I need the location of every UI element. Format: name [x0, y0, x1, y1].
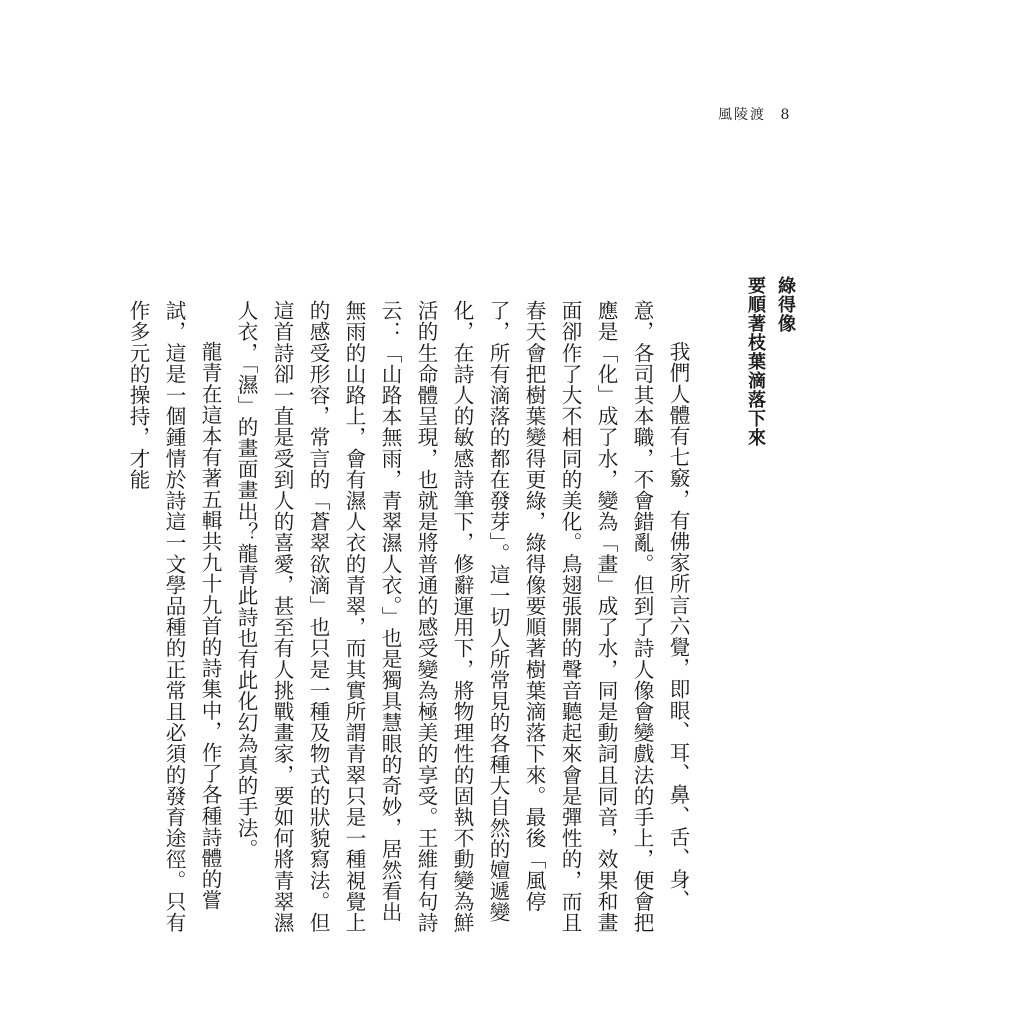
page-header — [718, 104, 791, 124]
section-title-line-1: 綠得像 — [775, 276, 796, 333]
paragraph-2: 龍青在這本有著五輯共九十九首的詩集中，作了各種詩體的嘗試，這是一個鍾情於詩這一文學品種的正常且必須的發育途徑。只有作多元的操持，才能 — [126, 300, 222, 933]
paragraph-1: 我們人體有七竅，有佛家所言六覺，即眼、耳、鼻、舌、身、意，各司其本職，不會錯亂。但到了詩人像會變戲法的手上，便會把應是「化」成了水，變為「畫」成了水，同是動詞且同音，效果和畫面卻作了大不相同的美化。鳥翅張開的聲音聽起來會是彈性的，而且春天會把樹葉變得更綠，綠得像要順著樹葉滴落下來。最後「風停了，所有滴落的都在發芽」。這一切人所常見的各種大自然的嬗遞變化，在詩人的敏感詩筆下，修辭運用下，將物理性的固執不動變為鮮活的生命體呈現，也就是將普通的感受變為極美的享受。王維有句詩云：「山路本無雨，青翠濕人衣。」也是獨具慧眼的奇妙，居然看出無雨的山路上，會有濕人衣的青翠，而其實所謂青翠只是一種視覺上的感受形容，常言的「蒼翠欲滴」也只是一種及物式的狀貌寫法。但這首詩卻一直是受到人的喜愛，甚至有人挑戰畫家，要如何將青翠濕人衣，「濕」的畫面畫出？龍青此詩也有此化幻為真的手法。 — [234, 300, 690, 933]
book-title: 風陵渡 — [718, 107, 766, 123]
section-title-line-2: 要順著枝葉滴落下來 — [745, 276, 766, 447]
page-number: 8 — [780, 107, 792, 123]
body-text — [126, 300, 696, 940]
section-title — [740, 276, 800, 696]
